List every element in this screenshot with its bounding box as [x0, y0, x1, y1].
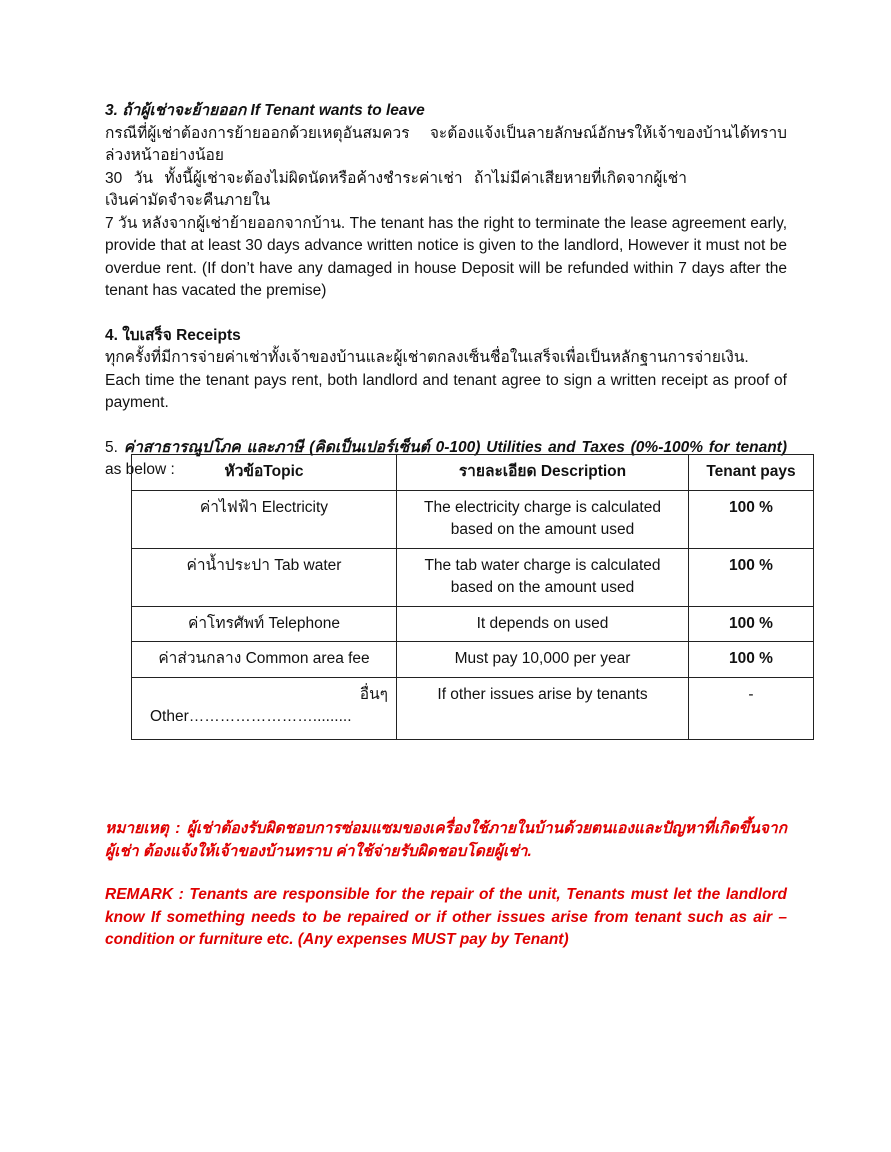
pays-cell: - [689, 677, 814, 739]
description-cell: The tab water charge is calculated based on the amount used [397, 548, 689, 606]
description-cell: Must pay 10,000 per year [397, 642, 689, 678]
section-4-english: Each time the tenant pays rent, both landlord and tenant agree to sign a written receipt as proof of payment. [105, 371, 787, 411]
pays-cell: 100 % [689, 642, 814, 678]
table-row [132, 548, 814, 606]
remark-english: REMARK : Tenants are responsible for the repair of the unit, Tenants must let the landlord know If something needs to be repaired or if other issues arise from tenant such as air – condition or furniture etc. (Any expenses MUST pay by Tenant) [105, 886, 787, 948]
section-3-thai-line2b: เงินค่ามัดจำจะคืนภายใน [105, 192, 271, 209]
section-5-tail: as below : [105, 461, 175, 478]
section-4 [105, 325, 787, 415]
pays-cell: 100 % [689, 490, 814, 548]
header-topic: หัวข้อTopic [132, 455, 397, 491]
description-cell: It depends on used [397, 606, 689, 642]
document-body [105, 100, 787, 504]
section-5-title: ค่าสาธารณูปโภค และภาษี (คิดเป็นเปอร์เซ็นต์ 0-100) Utilities and Taxes (0%-100% for tenant) [123, 438, 787, 456]
section-5-number: 5. [105, 438, 118, 456]
table-row [132, 606, 814, 642]
pays-cell: 100 % [689, 606, 814, 642]
table-row [132, 677, 814, 739]
topic-other-english: Other……………………......... [150, 708, 352, 725]
table-header-row [132, 455, 814, 491]
utilities-table [131, 454, 814, 740]
description-cell: If other issues arise by tenants [397, 677, 689, 739]
description-cell: The electricity charge is calculated based on the amount used [397, 490, 689, 548]
remarks [105, 818, 787, 973]
section-4-thai: ทุกครั้งที่มีการจ่ายค่าเช่าทั้งเจ้าของบ้านและผู้เช่าตกลงเซ็นชื่อในเสร็จเพื่อเป็นหลักฐานการจ่ายเงิน. [105, 349, 749, 366]
section-4-heading: 4. ใบเสร็จ Receipts [105, 326, 241, 344]
remark-thai: หมายเหตุ : ผู้เช่าต้องรับผิดชอบการซ่อมแซมของเครื่องใช้ภายในบ้านด้วยตนเองและปัญหาที่เกิดขึ้นจากผู้เช่า ต้องแจ้งให้เจ้าของบ้านทราบ ค่าใช้จ่ายรับผิดชอบโดยผู้เช่า. [105, 820, 787, 860]
table-row [132, 490, 814, 548]
topic-cell: ค่าโทรศัพท์ Telephone [132, 606, 397, 642]
topic-cell: ค่าไฟฟ้า Electricity [132, 490, 397, 548]
section-3-body: 7 วัน หลังจากผู้เช่าย้ายออกจากบ้าน. The tenant has the right to terminate the lease agreement early, provide that at least 30 days advance written notice is given to the landlord, However it must not be overdue rent. (If don’t have any damaged in house Deposit will be refunded within 7 days after the tenant has vacated the premise) [105, 214, 787, 299]
section-3-thai-line2 [105, 168, 787, 213]
table-row [132, 642, 814, 678]
topic-other-thai: อื่นๆ [359, 685, 388, 703]
header-tenant-pays: Tenant pays [689, 455, 814, 491]
pays-cell: 100 % [689, 548, 814, 606]
section-3 [105, 100, 787, 303]
section-3-thai-line2a: 30 วัน ทั้งนี้ผู้เช่าจะต้องไม่ผิดนัดหรือค้างชำระค่าเช่า ถ้าไม่มีค่าเสียหายที่เกิดจากผู้เช่า [105, 169, 687, 187]
topic-cell [132, 677, 397, 739]
topic-cell: ค่าส่วนกลาง Common area fee [132, 642, 397, 678]
section-3-heading: 3. ถ้าผู้เช่าจะย้ายออก If Tenant wants to leave [105, 102, 425, 119]
section-3-thai-line1: กรณีที่ผู้เช่าต้องการย้ายออกด้วยเหตุอันสมควร จะต้องแจ้งเป็นลายลักษณ์อักษรให้เจ้าของบ้านได้ทราบล่วงหน้าอย่างน้อย [105, 124, 787, 164]
header-description: รายละเอียด Description [397, 455, 689, 491]
topic-cell: ค่าน้ำประปา Tab water [132, 548, 397, 606]
